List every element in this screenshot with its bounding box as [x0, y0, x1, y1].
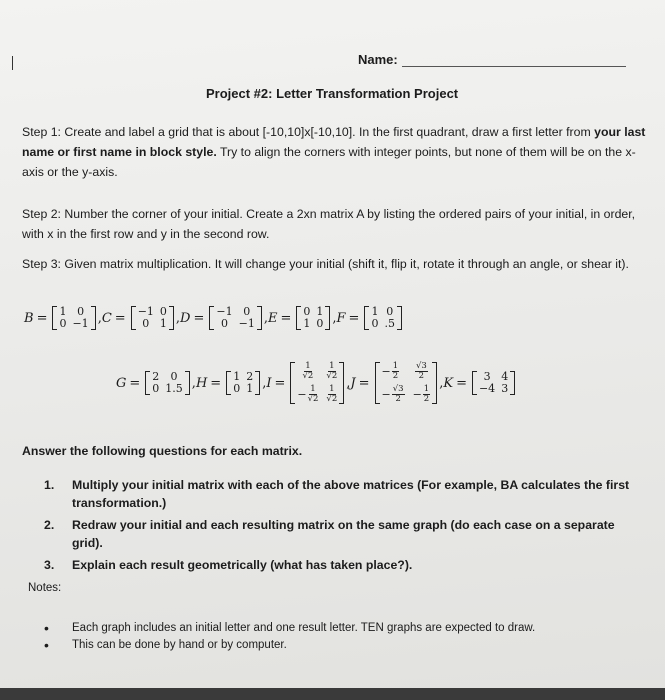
- matrix-cell: [297, 385, 318, 404]
- list-item: [44, 620, 634, 637]
- matrix-cell: 4: [501, 370, 509, 383]
- equals-sign: =: [129, 375, 141, 391]
- matrix-d-label: D: [180, 310, 191, 326]
- list-item: [44, 637, 634, 654]
- matrix-cell: 1: [233, 370, 241, 383]
- item-text: Multiply your initial matrix with each of the above matrices (For example, BA calculates the first transformation.): [72, 478, 630, 510]
- matrix-cell: −1: [137, 305, 154, 318]
- equals-sign: =: [358, 375, 370, 391]
- minus-sign: −: [297, 387, 307, 401]
- matrix-c-label: C: [101, 310, 112, 326]
- matrix-f: [364, 306, 402, 330]
- denominator: 2: [392, 371, 399, 381]
- numerator: 1: [392, 361, 399, 371]
- matrix-cell: 3: [483, 370, 491, 383]
- matrix-cell: [382, 385, 405, 404]
- step-1-text-a: Step 1: Create and label a grid that is about [-10,10]x[-10,10]. In the first quadrant, draw a first letter from: [22, 125, 595, 139]
- matrix-g: [145, 371, 190, 395]
- name-blank-line: [402, 66, 626, 67]
- numerator: √3: [392, 384, 404, 394]
- matrix-cell: 0: [59, 317, 67, 330]
- list-item: [44, 516, 634, 552]
- equals-sign: =: [193, 310, 205, 326]
- step-2: Step 2: Number the corner of your initial. Create a 2xn matrix A by listing the ordered pairs of your initial, in order, with x in the first row and y in the second row.: [22, 207, 636, 241]
- matrix-cell: .5: [384, 317, 395, 330]
- comma: ,: [332, 310, 337, 326]
- numerator: √3: [415, 361, 427, 371]
- matrix-c: [131, 306, 174, 330]
- equals-sign: =: [210, 375, 222, 391]
- matrix-cell: 0: [142, 317, 150, 330]
- comma: ,: [346, 375, 351, 391]
- matrix-cell: 0: [170, 370, 178, 383]
- matrix-e: [296, 306, 330, 330]
- bullet-icon: •: [44, 620, 49, 636]
- matrix-cell: 1: [246, 382, 254, 395]
- note-text: Each graph includes an initial letter and one result letter. TEN graphs are expected to draw.: [72, 622, 536, 634]
- comma: ,: [191, 375, 196, 391]
- numerator: 1: [423, 384, 430, 394]
- comma: ,: [439, 375, 444, 391]
- item-number: 2.: [44, 518, 55, 532]
- minus-sign: −: [381, 364, 391, 378]
- equals-sign: =: [274, 375, 286, 391]
- matrix-h-label: H: [195, 375, 208, 391]
- matrix-cell: 0: [371, 317, 379, 330]
- item-number: 1.: [44, 478, 55, 492]
- denominator: 2: [423, 394, 430, 404]
- matrix-row-1: [24, 306, 404, 330]
- matrix-cell: [326, 385, 337, 404]
- matrix-cell: 1: [303, 317, 311, 330]
- text-cursor-mark: [12, 56, 13, 70]
- matrix-cell: [413, 385, 431, 404]
- step-1-text-b: Try to align the corners with integer points, but none of them will be on the x-axis or the y-axis.: [22, 145, 636, 179]
- equals-sign: =: [280, 310, 292, 326]
- matrix-cell: [413, 362, 431, 381]
- matrix-k-label: K: [443, 375, 454, 391]
- matrix-cell: [326, 362, 337, 381]
- page-title: Project #2: Letter Transformation Project: [206, 86, 459, 101]
- question-list: [44, 476, 634, 578]
- matrix-cell: 1.5: [165, 382, 183, 395]
- matrix-row-2: [116, 362, 517, 404]
- matrix-cell: 0: [152, 382, 160, 395]
- list-item: [44, 476, 634, 512]
- matrix-cell: −1: [238, 317, 255, 330]
- equals-sign: =: [36, 310, 48, 326]
- numerator: 1: [305, 361, 311, 371]
- denominator: 2: [418, 371, 425, 381]
- numerator: 1: [310, 384, 316, 394]
- matrix-i-label: I: [266, 375, 272, 391]
- matrix-cell: [297, 362, 318, 381]
- step-3: Step 3: Given matrix multiplication. It will change your initial (shift it, flip it, rotate it through an angle, or shear it).: [22, 257, 629, 271]
- equals-sign: =: [348, 310, 360, 326]
- matrix-j: [375, 362, 438, 404]
- matrix-g-label: G: [116, 375, 127, 391]
- equals-sign: =: [114, 310, 126, 326]
- matrix-cell: 0: [303, 305, 311, 318]
- matrix-cell: 0: [316, 317, 324, 330]
- matrix-cell: −4: [478, 382, 496, 395]
- denominator: √2: [326, 371, 338, 381]
- matrix-cell: −1: [72, 317, 89, 330]
- matrix-b-label: B: [24, 310, 34, 326]
- bullet-icon: •: [44, 637, 49, 653]
- denominator: √2: [326, 394, 338, 404]
- matrix-d: [209, 306, 261, 330]
- matrix-cell: 1: [371, 305, 379, 318]
- matrix-j-label: J: [350, 375, 356, 391]
- matrix-cell: 0: [243, 305, 251, 318]
- list-item: [44, 556, 634, 574]
- step-1-text-bold: your last name or first name in block style.: [22, 125, 646, 159]
- equals-sign: =: [456, 375, 467, 391]
- minus-sign: −: [381, 387, 391, 401]
- item-number: 3.: [44, 558, 55, 572]
- minus-sign: −: [412, 387, 422, 401]
- item-text: Redraw your initial and each resulting matrix on the same graph (do each case on a separate grid).: [72, 518, 615, 550]
- matrix-cell: 0: [159, 305, 167, 318]
- matrix-cell: 2: [246, 370, 254, 383]
- notes-list: [44, 620, 634, 654]
- matrix-cell: −1: [216, 305, 233, 318]
- matrix-cell: 1: [159, 317, 167, 330]
- note-text: This can be done by hand or by computer.: [72, 639, 287, 651]
- step-1: [22, 122, 652, 182]
- matrix-cell: 0: [233, 382, 241, 395]
- matrix-cell: 0: [221, 317, 228, 330]
- item-text: Explain each result geometrically (what has taken place?).: [72, 558, 413, 572]
- matrix-cell: [382, 362, 405, 381]
- matrix-f-label: F: [336, 310, 346, 326]
- matrix-cell: 1: [316, 305, 324, 318]
- matrix-cell: 0: [77, 305, 85, 318]
- matrix-cell: 3: [501, 382, 509, 395]
- numerator: 1: [329, 361, 335, 371]
- matrix-e-label: E: [267, 310, 278, 326]
- matrix-k: [472, 371, 515, 395]
- matrix-cell: 2: [152, 370, 160, 383]
- desk-edge: [0, 688, 665, 700]
- matrix-h: [226, 371, 260, 395]
- comma: ,: [262, 375, 267, 391]
- comma: ,: [175, 310, 181, 326]
- notes-label: Notes:: [28, 582, 62, 594]
- denominator: √2: [302, 371, 314, 381]
- answer-heading: Answer the following questions for each matrix.: [22, 444, 303, 458]
- name-label: Name:: [358, 52, 398, 67]
- denominator: √2: [307, 394, 319, 404]
- comma: ,: [263, 310, 268, 326]
- matrix-i: [290, 362, 344, 404]
- matrix-cell: 0: [386, 305, 394, 318]
- matrix-cell: 1: [59, 305, 67, 318]
- numerator: 1: [329, 384, 335, 394]
- denominator: 2: [395, 394, 401, 404]
- comma: ,: [97, 310, 102, 326]
- matrix-b: [52, 306, 95, 330]
